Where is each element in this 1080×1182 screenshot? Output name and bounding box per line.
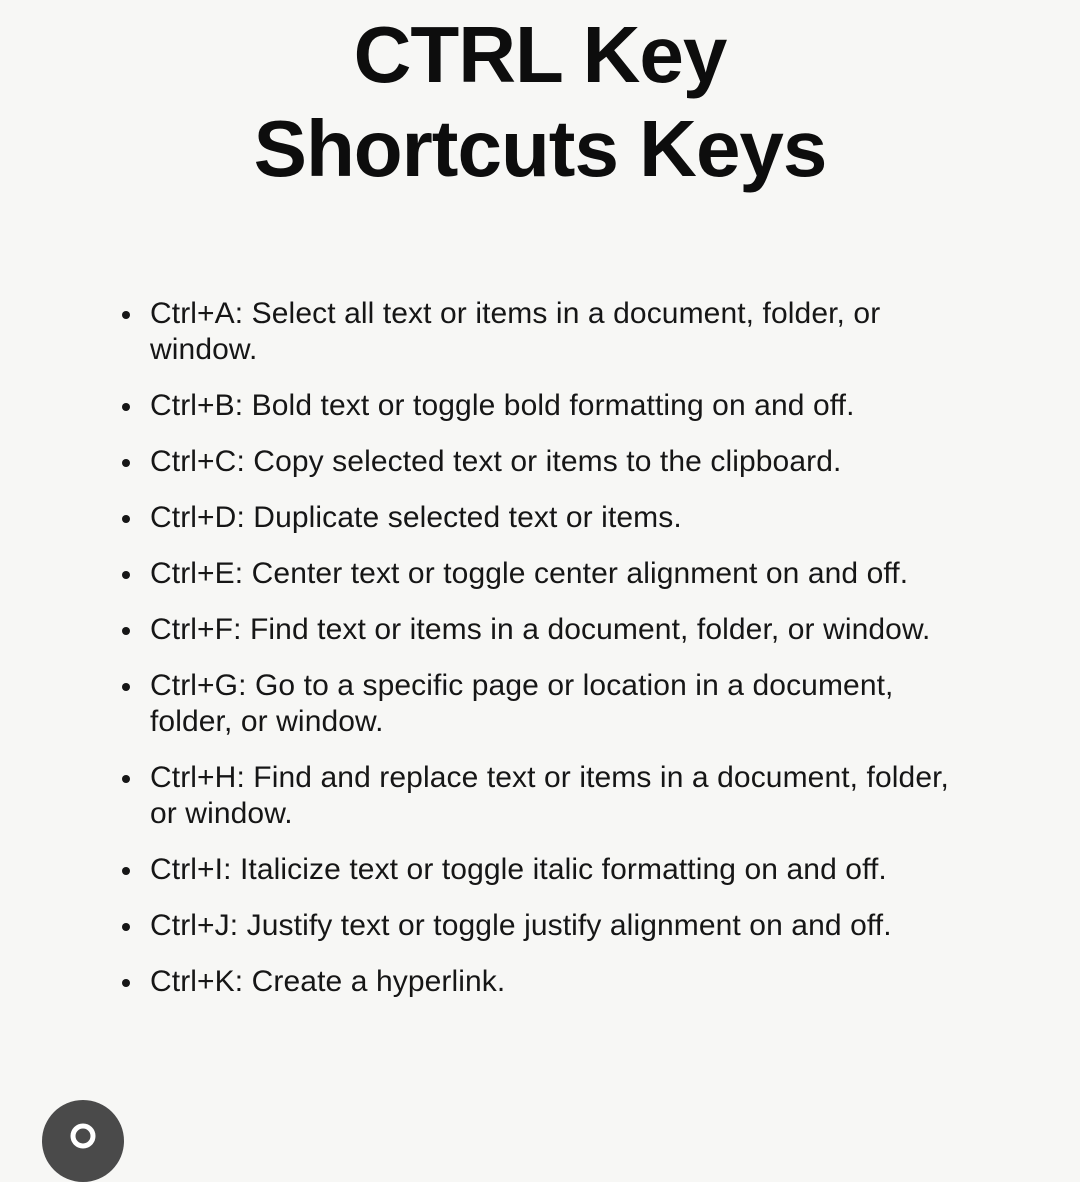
shortcut-item-ctrl-g: Ctrl+G: Go to a specific page or location in a document, folder, or window. — [150, 668, 980, 740]
lens-button[interactable] — [42, 1100, 124, 1182]
title-line-2: Shortcuts Keys — [253, 104, 827, 193]
shortcut-item-ctrl-a: Ctrl+A: Select all text or items in a document, folder, or window. — [150, 296, 980, 368]
shortcut-item-ctrl-f: Ctrl+F: Find text or items in a document, folder, or window. — [150, 612, 980, 648]
page-title — [0, 8, 1080, 196]
shortcut-item-ctrl-k: Ctrl+K: Create a hyperlink. — [150, 964, 980, 1000]
shortcut-item-ctrl-b: Ctrl+B: Bold text or toggle bold formatting on and off. — [150, 388, 980, 424]
shortcut-item-ctrl-i: Ctrl+I: Italicize text or toggle italic formatting on and off. — [150, 852, 980, 888]
title-line-1: CTRL Key — [353, 10, 727, 99]
shortcut-item-ctrl-j: Ctrl+J: Justify text or toggle justify alignment on and off. — [150, 908, 980, 944]
shortcut-item-ctrl-c: Ctrl+C: Copy selected text or items to the clipboard. — [150, 444, 980, 480]
shortcut-item-ctrl-e: Ctrl+E: Center text or toggle center alignment on and off. — [150, 556, 980, 592]
shortcut-item-ctrl-d: Ctrl+D: Duplicate selected text or items. — [150, 500, 980, 536]
shortcut-item-ctrl-h: Ctrl+H: Find and replace text or items in a document, folder, or window. — [150, 760, 980, 832]
shortcut-list — [150, 296, 980, 1020]
lens-icon — [69, 1122, 97, 1150]
